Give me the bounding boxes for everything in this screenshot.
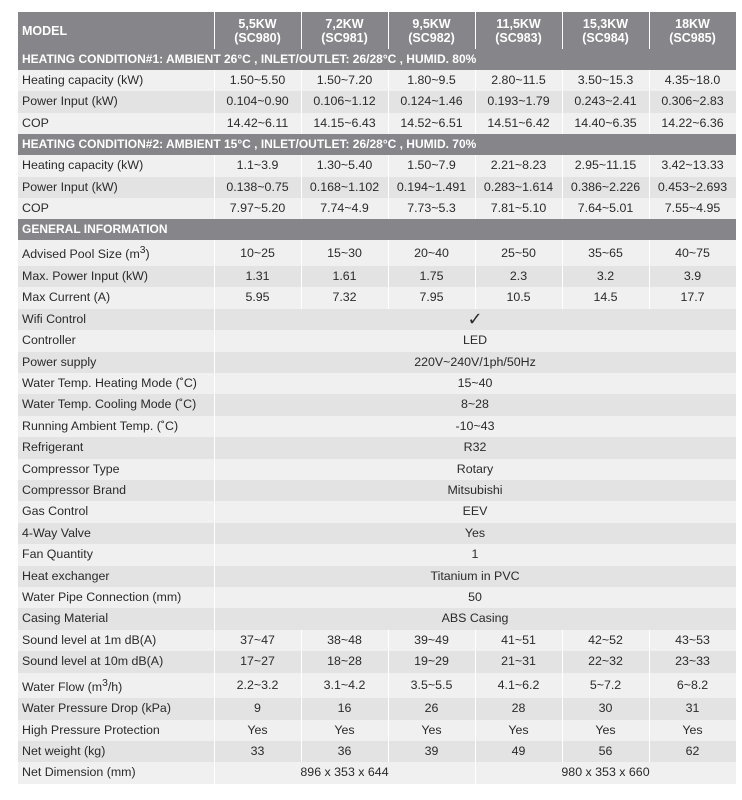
table-row bbox=[18, 437, 736, 458]
label-text-end: /h) bbox=[107, 679, 123, 694]
row-label: High Pressure Protection bbox=[18, 720, 214, 741]
cell-value: 5~7.2 bbox=[562, 673, 649, 699]
row-label: Power supply bbox=[18, 352, 214, 373]
row-high-pressure-protection bbox=[18, 720, 736, 741]
table-row bbox=[18, 501, 736, 522]
cell-value: 41~51 bbox=[475, 630, 562, 651]
cell-value: 3.50~15.3 bbox=[562, 70, 649, 91]
row-label: Power Input (kW) bbox=[18, 177, 214, 198]
cell-value: 49 bbox=[475, 741, 562, 762]
cell-value: 3.2 bbox=[562, 266, 649, 287]
row-label: Water Temp. Cooling Mode (˚C) bbox=[18, 394, 214, 415]
row-max-power-input bbox=[18, 266, 736, 287]
cell-value: 1.75 bbox=[388, 266, 475, 287]
shared-value: 220V~240V/1ph/50Hz bbox=[214, 352, 736, 373]
dimension-small-models: 896 x 353 x 644 bbox=[214, 762, 475, 783]
cell-value: 26 bbox=[388, 698, 475, 719]
section-title: GENERAL INFORMATION bbox=[18, 219, 736, 240]
table-row bbox=[18, 198, 736, 219]
model-code: (SC980) bbox=[234, 30, 281, 45]
cell-value: 3.42~13.33 bbox=[649, 155, 736, 176]
shared-value: R32 bbox=[214, 437, 736, 458]
cell-value: 1.50~7.20 bbox=[301, 70, 388, 91]
row-max-current bbox=[18, 287, 736, 308]
cell-value: 10.5 bbox=[475, 287, 562, 308]
model-column-header bbox=[475, 12, 562, 49]
cell-value: 9 bbox=[214, 698, 301, 719]
section-heating-condition-1 bbox=[18, 49, 736, 70]
cell-value: 6~8.2 bbox=[649, 673, 736, 699]
cell-value: 37~47 bbox=[214, 630, 301, 651]
cell-value: 3.5~5.5 bbox=[388, 673, 475, 699]
cell-value: 56 bbox=[562, 741, 649, 762]
shared-value: Yes bbox=[214, 523, 736, 544]
table-row bbox=[18, 544, 736, 565]
model-column-header bbox=[301, 12, 388, 49]
table-row bbox=[18, 113, 736, 134]
cell-value: 4.35~18.0 bbox=[649, 70, 736, 91]
cell-value: 3.9 bbox=[649, 266, 736, 287]
cell-value: 23~33 bbox=[649, 651, 736, 672]
cell-value: 38~48 bbox=[301, 630, 388, 651]
section-heating-condition-2 bbox=[18, 134, 736, 155]
row-label: Compressor Type bbox=[18, 459, 214, 480]
table-row bbox=[18, 155, 736, 176]
table-row bbox=[18, 394, 736, 415]
label-text-end: ) bbox=[145, 247, 150, 262]
cell-value: 28 bbox=[475, 698, 562, 719]
cell-value: 62 bbox=[649, 741, 736, 762]
cell-value: 20~40 bbox=[388, 240, 475, 266]
cell-value: 0.168~1.102 bbox=[301, 177, 388, 198]
row-label: Refrigerant bbox=[18, 437, 214, 458]
label-superscript: 3 bbox=[102, 677, 108, 689]
cell-value: Yes bbox=[214, 720, 301, 741]
cell-value: 17~27 bbox=[214, 651, 301, 672]
table-row bbox=[18, 523, 736, 544]
cell-value: 39~49 bbox=[388, 630, 475, 651]
cell-value: 14.15~6.43 bbox=[301, 113, 388, 134]
shared-value: EEV bbox=[214, 501, 736, 522]
row-label: Wifi Control bbox=[18, 309, 214, 330]
cell-value: 30 bbox=[562, 698, 649, 719]
shared-value: 1 bbox=[214, 544, 736, 565]
row-label: COP bbox=[18, 198, 214, 219]
row-label: Gas Control bbox=[18, 501, 214, 522]
cell-value: 5.95 bbox=[214, 287, 301, 308]
row-sound-10m bbox=[18, 651, 736, 672]
row-label: COP bbox=[18, 113, 214, 134]
cell-value: 0.306~2.83 bbox=[649, 91, 736, 112]
model-column-header bbox=[388, 12, 475, 49]
row-label: Water Pressure Drop (kPa) bbox=[18, 698, 214, 719]
cell-value: 2.21~8.23 bbox=[475, 155, 562, 176]
cell-value: 14.5 bbox=[562, 287, 649, 308]
model-code: (SC983) bbox=[495, 30, 542, 45]
cell-value: 0.124~1.46 bbox=[388, 91, 475, 112]
table-row bbox=[18, 566, 736, 587]
row-wifi-control bbox=[18, 309, 736, 330]
spec-table-container bbox=[18, 12, 736, 784]
cell-value: 16 bbox=[301, 698, 388, 719]
row-label: Power Input (kW) bbox=[18, 91, 214, 112]
row-label: Water Temp. Heating Mode (˚C) bbox=[18, 373, 214, 394]
row-label: Max Current (A) bbox=[18, 287, 214, 308]
cell-value: 4.1~6.2 bbox=[475, 673, 562, 699]
cell-value: 14.51~6.42 bbox=[475, 113, 562, 134]
cell-value: 14.22~6.36 bbox=[649, 113, 736, 134]
cell-value: 18~28 bbox=[301, 651, 388, 672]
table-row bbox=[18, 608, 736, 629]
table-row bbox=[18, 480, 736, 501]
cell-value: Yes bbox=[649, 720, 736, 741]
model-code: (SC981) bbox=[321, 30, 368, 45]
model-power: 5,5KW bbox=[238, 16, 277, 31]
row-water-pressure-drop bbox=[18, 698, 736, 719]
row-advised-pool-size bbox=[18, 240, 736, 266]
table-row bbox=[18, 91, 736, 112]
section-general-information bbox=[18, 219, 736, 240]
cell-value: 15~30 bbox=[301, 240, 388, 266]
model-column-header bbox=[562, 12, 649, 49]
row-label: Heat exchanger bbox=[18, 566, 214, 587]
cell-value: 39 bbox=[388, 741, 475, 762]
shared-value: ✓ bbox=[214, 309, 736, 330]
shared-value: 50 bbox=[214, 587, 736, 608]
cell-value: 0.453~2.693 bbox=[649, 177, 736, 198]
shared-value: 8~28 bbox=[214, 394, 736, 415]
cell-value: 7.55~4.95 bbox=[649, 198, 736, 219]
shared-value: -10~43 bbox=[214, 416, 736, 437]
cell-value: 1.30~5.40 bbox=[301, 155, 388, 176]
table-row bbox=[18, 459, 736, 480]
cell-value: 0.243~2.41 bbox=[562, 91, 649, 112]
cell-value: 17.7 bbox=[649, 287, 736, 308]
model-code: (SC984) bbox=[582, 30, 629, 45]
row-label: Heating capacity (kW) bbox=[18, 70, 214, 91]
label-text: Water Flow (m bbox=[22, 679, 103, 694]
cell-value: 14.40~6.35 bbox=[562, 113, 649, 134]
shared-value: Titanium in PVC bbox=[214, 566, 736, 587]
shared-value: 15~40 bbox=[214, 373, 736, 394]
row-sound-1m bbox=[18, 630, 736, 651]
cell-value: 1.1~3.9 bbox=[214, 155, 301, 176]
cell-value: 33 bbox=[214, 741, 301, 762]
shared-value: LED bbox=[214, 330, 736, 351]
cell-value: 36 bbox=[301, 741, 388, 762]
row-label: Fan Quantity bbox=[18, 544, 214, 565]
label-text: Advised Pool Size (m bbox=[22, 247, 140, 262]
model-power: 7,2KW bbox=[325, 16, 364, 31]
shared-value: Rotary bbox=[214, 459, 736, 480]
cell-value: 0.138~0.75 bbox=[214, 177, 301, 198]
spec-table-body bbox=[18, 49, 736, 784]
table-row bbox=[18, 177, 736, 198]
cell-value: 40~75 bbox=[649, 240, 736, 266]
row-label: 4-Way Valve bbox=[18, 523, 214, 544]
row-label bbox=[18, 673, 214, 699]
header-row bbox=[18, 12, 736, 49]
model-power: 18KW bbox=[675, 16, 710, 31]
row-label: Heating capacity (kW) bbox=[18, 155, 214, 176]
row-net-dimension bbox=[18, 762, 736, 783]
cell-value: Yes bbox=[301, 720, 388, 741]
cell-value: 2.95~11.15 bbox=[562, 155, 649, 176]
model-header: MODEL bbox=[18, 12, 214, 49]
section-title: HEATING CONDITION#1: AMBIENT 26°C , INLET/OUTLET: 26/28°C , HUMID. 80% bbox=[18, 49, 736, 70]
table-row bbox=[18, 416, 736, 437]
row-label: Net weight (kg) bbox=[18, 741, 214, 762]
cell-value: 0.283~1.614 bbox=[475, 177, 562, 198]
table-row bbox=[18, 70, 736, 91]
dimension-large-models: 980 x 353 x 660 bbox=[475, 762, 736, 783]
model-code: (SC982) bbox=[408, 30, 455, 45]
row-label: Net Dimension (mm) bbox=[18, 762, 214, 783]
cell-value: 0.104~0.90 bbox=[214, 91, 301, 112]
row-net-weight bbox=[18, 741, 736, 762]
cell-value: 2.2~3.2 bbox=[214, 673, 301, 699]
cell-value: Yes bbox=[475, 720, 562, 741]
table-row bbox=[18, 330, 736, 351]
cell-value: 42~52 bbox=[562, 630, 649, 651]
row-label: Running Ambient Temp. (˚C) bbox=[18, 416, 214, 437]
row-water-flow bbox=[18, 673, 736, 699]
cell-value: 1.50~7.9 bbox=[388, 155, 475, 176]
cell-value: 0.386~2.226 bbox=[562, 177, 649, 198]
table-row bbox=[18, 587, 736, 608]
row-label: Controller bbox=[18, 330, 214, 351]
cell-value: 19~29 bbox=[388, 651, 475, 672]
cell-value: 14.42~6.11 bbox=[214, 113, 301, 134]
cell-value: 35~65 bbox=[562, 240, 649, 266]
cell-value: 10~25 bbox=[214, 240, 301, 266]
model-power: 9,5KW bbox=[412, 16, 451, 31]
shared-value: Mitsubishi bbox=[214, 480, 736, 501]
label-superscript: 3 bbox=[139, 245, 146, 257]
cell-value: 0.106~1.12 bbox=[301, 91, 388, 112]
cell-value: 22~32 bbox=[562, 651, 649, 672]
cell-value: 1.80~9.5 bbox=[388, 70, 475, 91]
cell-value: 14.52~6.51 bbox=[388, 113, 475, 134]
cell-value: 7.81~5.10 bbox=[475, 198, 562, 219]
cell-value: 7.64~5.01 bbox=[562, 198, 649, 219]
cell-value: 31 bbox=[649, 698, 736, 719]
table-row bbox=[18, 352, 736, 373]
table-row bbox=[18, 373, 736, 394]
cell-value: 43~53 bbox=[649, 630, 736, 651]
row-label: Sound level at 10m dB(A) bbox=[18, 651, 214, 672]
model-power: 15,3KW bbox=[582, 16, 629, 31]
cell-value: 21~31 bbox=[475, 651, 562, 672]
cell-value: 3.1~4.2 bbox=[301, 673, 388, 699]
shared-value: ABS Casing bbox=[214, 608, 736, 629]
cell-value: 1.50~5.50 bbox=[214, 70, 301, 91]
cell-value: 7.97~5.20 bbox=[214, 198, 301, 219]
cell-value: 2.3 bbox=[475, 266, 562, 287]
row-label bbox=[18, 240, 214, 266]
cell-value: 7.95 bbox=[388, 287, 475, 308]
cell-value: 25~50 bbox=[475, 240, 562, 266]
cell-value: 7.32 bbox=[301, 287, 388, 308]
row-label: Sound level at 1m dB(A) bbox=[18, 630, 214, 651]
model-column-header bbox=[649, 12, 736, 49]
row-label: Water Pipe Connection (mm) bbox=[18, 587, 214, 608]
model-code: (SC985) bbox=[669, 30, 716, 45]
model-column-header bbox=[214, 12, 301, 49]
row-label: Compressor Brand bbox=[18, 480, 214, 501]
cell-value: 1.31 bbox=[214, 266, 301, 287]
cell-value: 2.80~11.5 bbox=[475, 70, 562, 91]
section-title: HEATING CONDITION#2: AMBIENT 15°C , INLET/OUTLET: 26/28°C , HUMID. 70% bbox=[18, 134, 736, 155]
cell-value: 1.61 bbox=[301, 266, 388, 287]
cell-value: 0.194~1.491 bbox=[388, 177, 475, 198]
row-label: Casing Material bbox=[18, 608, 214, 629]
model-power: 11,5KW bbox=[496, 16, 541, 31]
cell-value: Yes bbox=[562, 720, 649, 741]
cell-value: 7.74~4.9 bbox=[301, 198, 388, 219]
spec-table bbox=[18, 12, 737, 784]
cell-value: 7.73~5.3 bbox=[388, 198, 475, 219]
row-label: Max. Power Input (kW) bbox=[18, 266, 214, 287]
cell-value: 0.193~1.79 bbox=[475, 91, 562, 112]
cell-value: Yes bbox=[388, 720, 475, 741]
